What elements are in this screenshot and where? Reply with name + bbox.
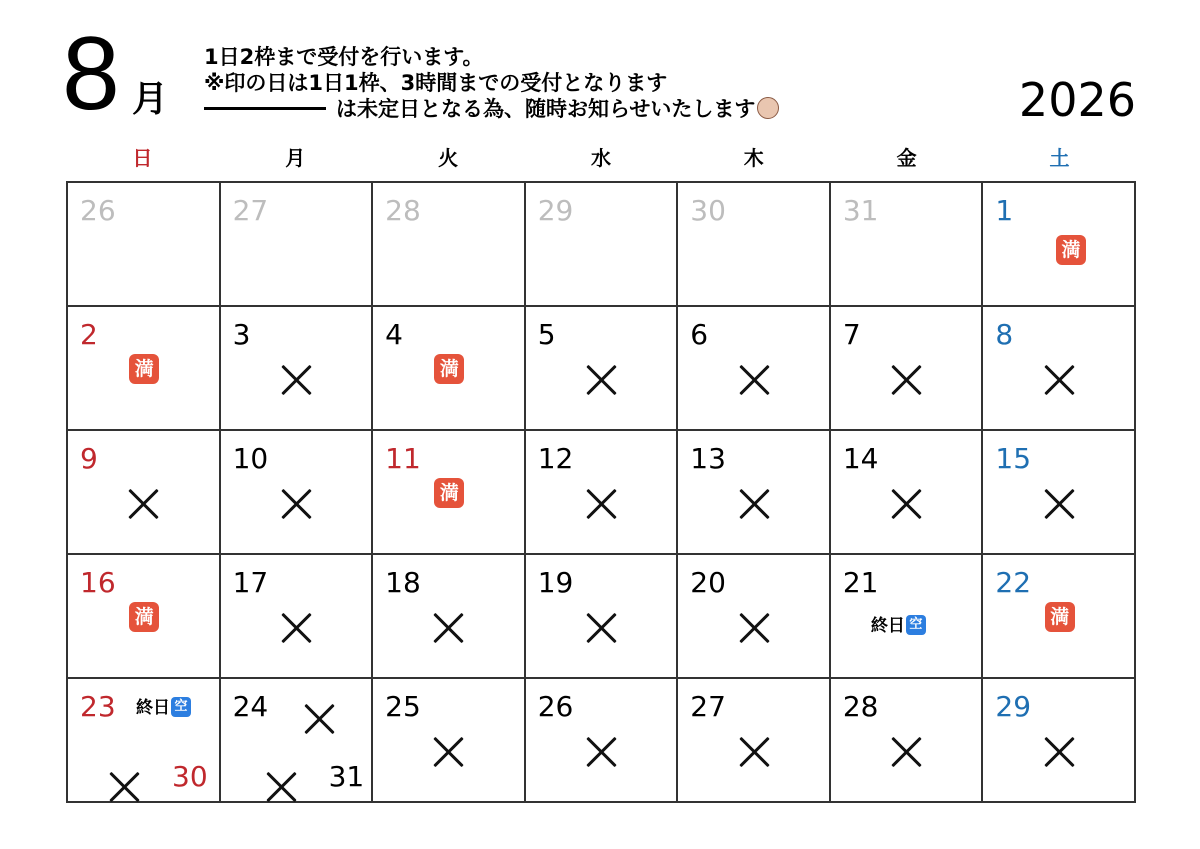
day-cell[interactable] xyxy=(983,307,1136,431)
day-cell[interactable] xyxy=(983,431,1136,555)
day-cell[interactable] xyxy=(678,555,831,679)
day-number: 26 xyxy=(537,690,574,723)
day-number: 27 xyxy=(690,690,726,723)
full-badge-icon: 満 xyxy=(434,478,464,508)
day-cell[interactable] xyxy=(373,555,526,679)
day-cell[interactable] xyxy=(526,183,679,307)
day-number: 5 xyxy=(537,318,556,351)
weekday-thu: 木 xyxy=(743,146,764,170)
day-number: 21 xyxy=(842,566,879,599)
day-number: 7 xyxy=(842,318,861,351)
day-number: 6 xyxy=(690,318,709,351)
weekday-sat: 土 xyxy=(1049,146,1070,170)
day-cell[interactable] xyxy=(831,183,984,307)
day-cell[interactable] xyxy=(831,431,984,555)
day-number: 16 xyxy=(80,566,116,599)
cross-icon xyxy=(1043,364,1075,396)
day-number: 20 xyxy=(690,566,726,599)
day-cell[interactable] xyxy=(221,307,374,431)
day-number: 25 xyxy=(385,690,421,723)
day-cell[interactable] xyxy=(678,679,831,803)
calendar-grid xyxy=(66,181,1136,803)
cross-icon xyxy=(280,488,312,520)
sky-badge-icon: 空 xyxy=(171,697,191,717)
day-cell[interactable] xyxy=(831,555,984,679)
full-badge-icon: 満 xyxy=(1045,602,1075,632)
full-badge-icon: 満 xyxy=(1056,235,1086,265)
full-badge-icon: 満 xyxy=(434,354,464,384)
day-number: 15 xyxy=(995,442,1032,475)
day-number: 2 xyxy=(80,318,98,351)
day-number: 31 xyxy=(328,760,365,793)
day-number: 30 xyxy=(690,194,726,227)
day-number: 26 xyxy=(80,194,116,227)
day-cell[interactable] xyxy=(68,555,221,679)
day-cell[interactable] xyxy=(678,431,831,555)
notes xyxy=(204,44,779,122)
cross-icon xyxy=(890,488,922,520)
weekday-sun: 日 xyxy=(132,146,153,170)
day-cell[interactable] xyxy=(526,679,679,803)
cross-icon xyxy=(265,771,297,803)
free-all-day xyxy=(136,697,191,719)
day-cell[interactable] xyxy=(68,679,221,803)
note-line-2: ※印の日は1日1枠、3時間までの受付となります xyxy=(204,71,668,95)
day-number: 28 xyxy=(385,194,421,227)
weekday-header xyxy=(66,144,1136,172)
month-label: 月 xyxy=(132,79,169,120)
day-cell[interactable] xyxy=(526,431,679,555)
day-number: 17 xyxy=(232,566,269,599)
day-cell[interactable] xyxy=(678,183,831,307)
day-cell[interactable] xyxy=(831,679,984,803)
cross-icon xyxy=(585,364,617,396)
cross-icon xyxy=(127,488,159,520)
day-number: 4 xyxy=(385,318,403,351)
dash-line-icon xyxy=(204,107,326,110)
weekday-mon: 月 xyxy=(285,146,306,170)
day-number: 13 xyxy=(690,442,726,475)
cross-icon xyxy=(890,364,922,396)
day-cell[interactable] xyxy=(983,555,1136,679)
day-cell[interactable] xyxy=(68,183,221,307)
day-number: 10 xyxy=(232,442,269,475)
day-number: 28 xyxy=(842,690,879,723)
full-badge-icon: 満 xyxy=(129,354,159,384)
day-number: 3 xyxy=(232,318,251,351)
weekday-tue: 火 xyxy=(438,146,459,170)
day-number: 31 xyxy=(842,194,879,227)
day-number: 12 xyxy=(537,442,574,475)
day-cell[interactable] xyxy=(373,679,526,803)
month-number: 8 xyxy=(62,16,120,132)
cross-icon xyxy=(738,364,770,396)
day-number: 30 xyxy=(172,760,208,793)
day-number: 29 xyxy=(537,194,574,227)
day-number: 1 xyxy=(995,194,1014,227)
day-number: 18 xyxy=(385,566,421,599)
cross-icon xyxy=(585,488,617,520)
day-cell[interactable] xyxy=(526,307,679,431)
day-cell[interactable] xyxy=(831,307,984,431)
note-line-1: 1日2枠まで受付を行います。 xyxy=(204,45,484,69)
cross-icon xyxy=(432,736,464,768)
note-line-3 xyxy=(204,96,779,122)
day-number: 22 xyxy=(995,566,1032,599)
day-cell[interactable] xyxy=(678,307,831,431)
cross-icon xyxy=(303,703,335,735)
cross-icon xyxy=(280,364,312,396)
free-label: 終日 xyxy=(136,698,170,718)
day-number: 27 xyxy=(232,194,269,227)
year: 2026 xyxy=(1018,73,1136,127)
day-cell[interactable] xyxy=(68,307,221,431)
weekday-fri: 金 xyxy=(896,146,917,170)
day-cell[interactable] xyxy=(221,431,374,555)
day-number: 19 xyxy=(537,566,574,599)
cross-icon xyxy=(280,612,312,644)
free-all-day xyxy=(871,615,926,637)
cross-icon xyxy=(108,771,140,803)
cross-icon xyxy=(738,736,770,768)
cross-icon xyxy=(585,612,617,644)
day-number: 29 xyxy=(995,690,1032,723)
free-label: 終日 xyxy=(870,616,905,636)
note-line-3-text: は未定日となる為、随時お知らせいたします xyxy=(336,97,756,121)
sky-badge-icon: 空 xyxy=(906,615,926,635)
day-cell[interactable] xyxy=(373,431,526,555)
day-number: 23 xyxy=(80,690,116,723)
cross-icon xyxy=(432,612,464,644)
day-cell[interactable] xyxy=(68,431,221,555)
day-cell[interactable] xyxy=(373,183,526,307)
day-number: 11 xyxy=(385,442,421,475)
cross-icon xyxy=(890,736,922,768)
cross-icon xyxy=(585,736,617,768)
cross-icon xyxy=(1043,736,1075,768)
day-number: 24 xyxy=(232,690,269,723)
cross-icon xyxy=(738,612,770,644)
day-number: 9 xyxy=(80,442,98,475)
person-emoji-icon xyxy=(757,97,779,119)
day-cell[interactable] xyxy=(373,307,526,431)
weekday-wed: 水 xyxy=(590,146,611,170)
day-number: 8 xyxy=(995,318,1014,351)
day-cell[interactable] xyxy=(221,679,374,803)
cross-icon xyxy=(1043,488,1075,520)
full-badge-icon: 満 xyxy=(129,602,159,632)
cross-icon xyxy=(738,488,770,520)
day-number: 14 xyxy=(842,442,879,475)
day-cell[interactable] xyxy=(526,555,679,679)
day-cell[interactable] xyxy=(221,555,374,679)
day-cell[interactable] xyxy=(983,183,1136,307)
day-cell[interactable] xyxy=(221,183,374,307)
day-cell[interactable] xyxy=(983,679,1136,803)
